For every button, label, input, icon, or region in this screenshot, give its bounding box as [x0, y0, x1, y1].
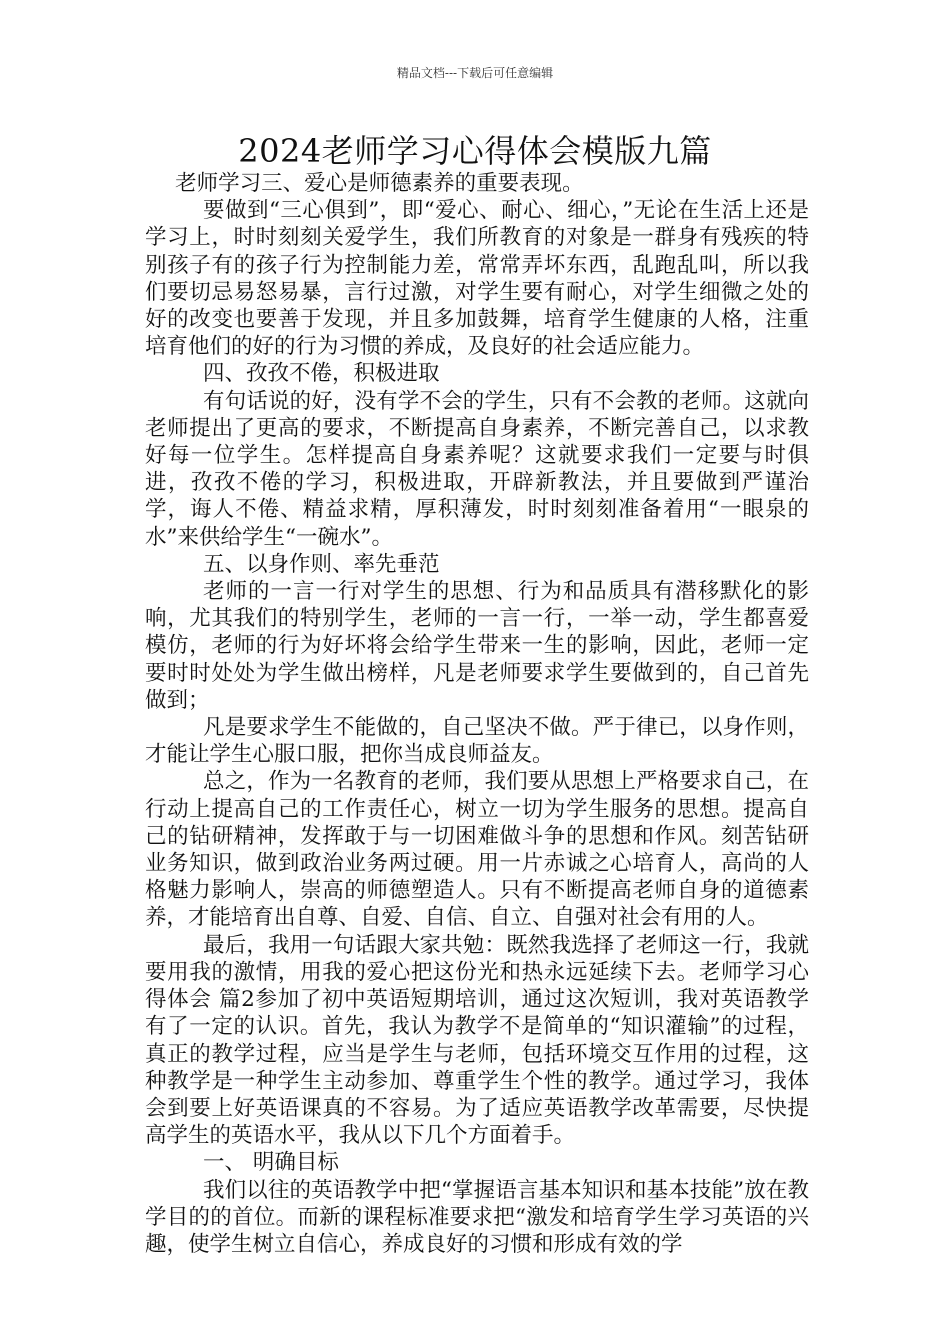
paragraph-intro: 老师学习三、爱心是师德素养的重要表现。 [175, 171, 584, 196]
section-heading: 五、以身作则、率先垂范 [203, 551, 440, 577]
header-note: 精品文档---下载后可任意编辑 [396, 66, 554, 80]
paragraph: 总之，作为一名教育的老师，我们要从思想上严格要求自己，在行动上提高自己的工作责任心，树立一切为学生服务的思想。提高自己的钻研精神，发挥敢于与一切困难做斗争的思想和作风。刻苦钻研业务知识，做到政治业务两过硬。用一片赤诚之心培育人，高尚的人格魅力影响人，崇高的师德塑造人。只有不断提高老师自身的道德素养，才能培育出自尊、自爱、自信、自立、自强对社会有用的人。 [145, 769, 809, 931]
paragraph: 我们以往的英语教学中把“掌握语言基本知识和基本技能”放在教学目的的首位。而新的课程标准要求把“激发和培育学生学习英语的兴趣，使学生树立自信心，养成良好的习惯和形成有效的学 [145, 1177, 809, 1257]
paragraph: 要做到“三心俱到”，即“爱心、耐心、细心，”无论在生活上还是学习上，时时刻刻关爱学生，我们所教育的对象是一群身有残疾的特别孩子有的孩子行为控制能力差，常常弄坏东西，乱跑乱叫，所以我们要切忌易怒易暴，言行过激，对学生要有耐心，对学生细微之处的好的改变也要善于发现，并且多加鼓舞，培育学生健康的人格，注重培育他们的好的行为习惯的养成，及良好的社会适应能力。 [145, 198, 809, 360]
document-body [145, 170, 809, 1258]
section-heading: 四、孜孜不倦，积极进取 [203, 361, 440, 387]
document-title: 2024老师学习心得体会模版九篇 [238, 132, 712, 170]
paragraph: 有句话说的好，没有学不会的学生，只有不会教的老师。这就向老师提出了更高的要求，不断提高自身素养，不断完善自己，以求教好每一位学生。怎样提高自身素养呢？这就要求我们一定要与时俱进，孜孜不倦的学习，积极进取，开辟新教法，并且要做到严谨治学，诲人不倦、精益求精，厚积薄发，时时刻刻准备着用“一眼泉的水”来供给学生“一碗水”。 [145, 388, 809, 550]
paragraph: 最后，我用一句话跟大家共勉：既然我选择了老师这一行，我就要用我的激情，用我的爱心把这份光和热永远延续下去。老师学习心得体会 篇2参加了初中英语短期培训，通过这次短训，我对英语教学有了一定的认识。首先，我认为教学不是简单的“知识灌输”的过程，真正的教学过程，应当是学生与老师，包括环境交互作用的过程，这种教学是一种学生主动参加、尊重学生个性的教学。通过学习，我体会到要上好英语课真的不容易。为了适应英语教学改革需要，尽快提高学生的英语水平，我从以下几个方面着手。 [145, 932, 809, 1149]
paragraph: 凡是要求学生不能做的，自己坚决不做。严于律已，以身作则，才能让学生心服口服，把你当成良师益友。 [145, 715, 809, 768]
section-heading: 一、 明确目标 [203, 1150, 339, 1176]
paragraph: 老师的一言一行对学生的思想、行为和品质具有潜移默化的影响，尤其我们的特别学生，老师的一言一行，一举一动，学生都喜爱模仿，老师的行为好坏将会给学生带来一生的影响，因此，老师一定要时时处处为学生做出榜样，凡是老师要求学生要做到的，自己首先做到； [145, 579, 809, 713]
